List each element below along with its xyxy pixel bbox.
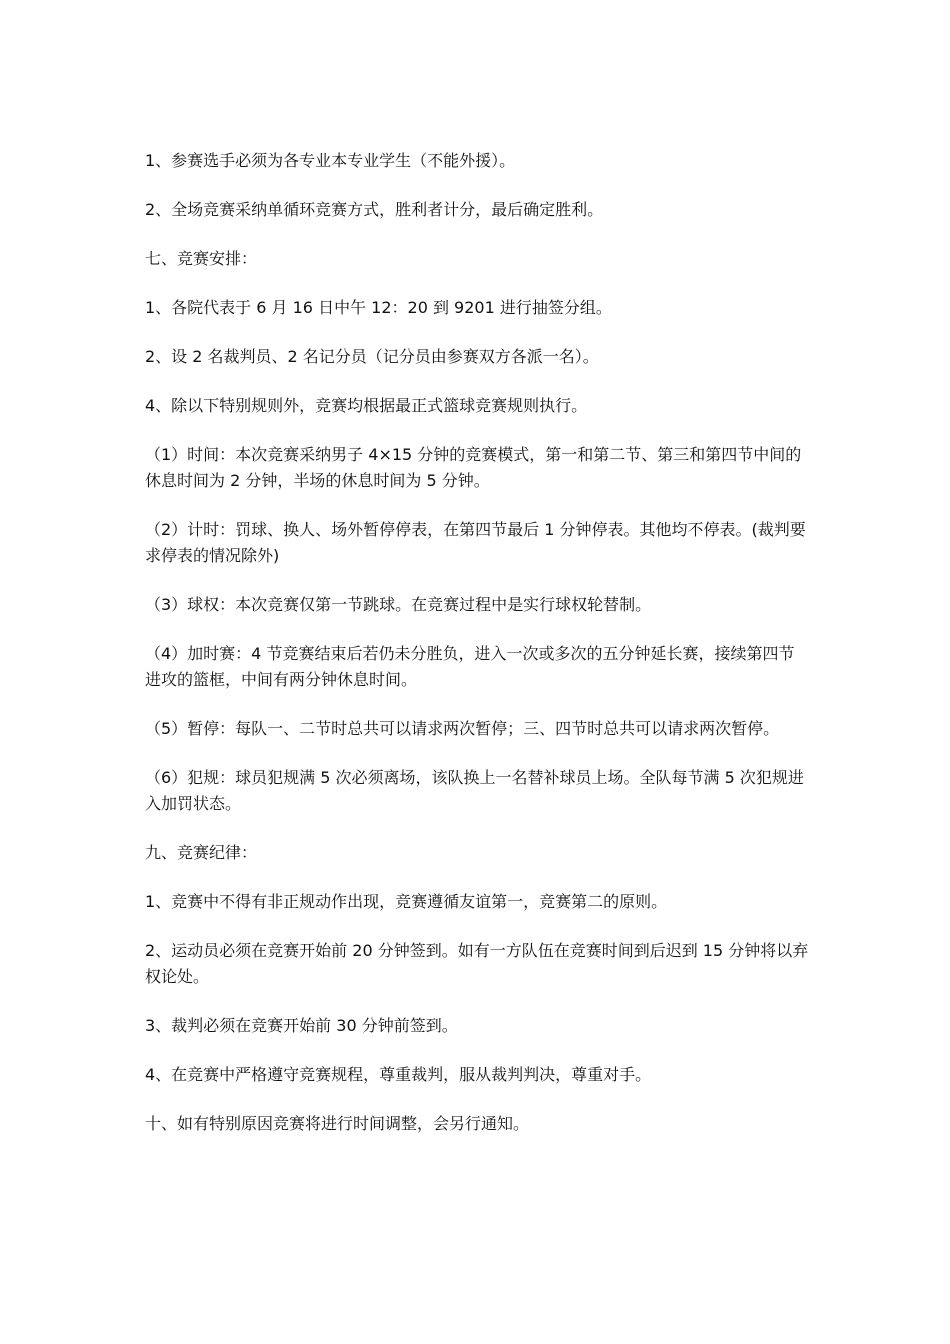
schedule-rules: 4、除以下特别规则外，竞赛均根据最正式篮球竞赛规则执行。: [145, 396, 588, 415]
discipline-referee: 3、裁判必须在竞赛开始前 30 分钟前签到。: [145, 1016, 458, 1035]
rule-timeouts: （5）暂停：每队一、二节时总共可以请求两次暂停；三、四节时总共可以请求两次暂停。: [145, 719, 780, 738]
rule-participants: 1、参赛选手必须为各专业本专业学生（不能外援）。: [145, 151, 516, 170]
section-heading-notice: 十、如有特别原因竞赛将进行时间调整，会另行通知。: [145, 1114, 530, 1133]
discipline-checkin: 2、运动员必须在竞赛开始前 20 分钟签到。如有一方队伍在竞赛时间到后迟到 15 分钟将以弃权论处。: [145, 941, 809, 986]
rule-overtime: （4）加时赛：4 节竞赛结束后若仍未分胜负，进入一次或多次的五分钟延长赛，接续第四节进攻的篮框，中间有两分钟休息时间。: [145, 644, 795, 689]
rule-time: （1）时间：本次竞赛采纳男子 4×15 分钟的竞赛模式，第一和第二节、第三和第四节中间的休息时间为 2 分钟，半场的休息时间为 5 分钟。: [145, 445, 802, 490]
section-heading-schedule: 七、竞赛安排：: [145, 249, 258, 268]
discipline-respect: 4、在竞赛中严格遵守竞赛规程，尊重裁判，服从裁判判决，尊重对手。: [145, 1065, 652, 1084]
discipline-conduct: 1、竞赛中不得有非正规动作出现，竞赛遵循友谊第一，竞赛第二的原则。: [145, 892, 668, 911]
schedule-draw: 1、各院代表于 6 月 16 日中午 12：20 到 9201 进行抽签分组。: [145, 298, 612, 317]
rule-fouls: （6）犯规：球员犯规满 5 次必须离场，该队换上一名替补球员上场。全队每节满 5 次犯规进入加罚状态。: [145, 768, 804, 813]
section-heading-discipline: 九、竞赛纪律：: [145, 843, 258, 862]
rule-clock: （2）计时：罚球、换人、场外暂停停表，在第四节最后 1 分钟停表。其他均不停表。(裁判要求停表的情况除外): [145, 520, 806, 565]
document-body: [145, 148, 810, 1160]
schedule-officials: 2、设 2 名裁判员、2 名记分员（记分员由参赛双方各派一名）。: [145, 347, 599, 366]
rule-possession: （3）球权：本次竞赛仅第一节跳球。在竞赛过程中是实行球权轮替制。: [145, 595, 652, 614]
rule-format: 2、全场竞赛采纳单循环竞赛方式，胜利者计分，最后确定胜利。: [145, 200, 604, 219]
